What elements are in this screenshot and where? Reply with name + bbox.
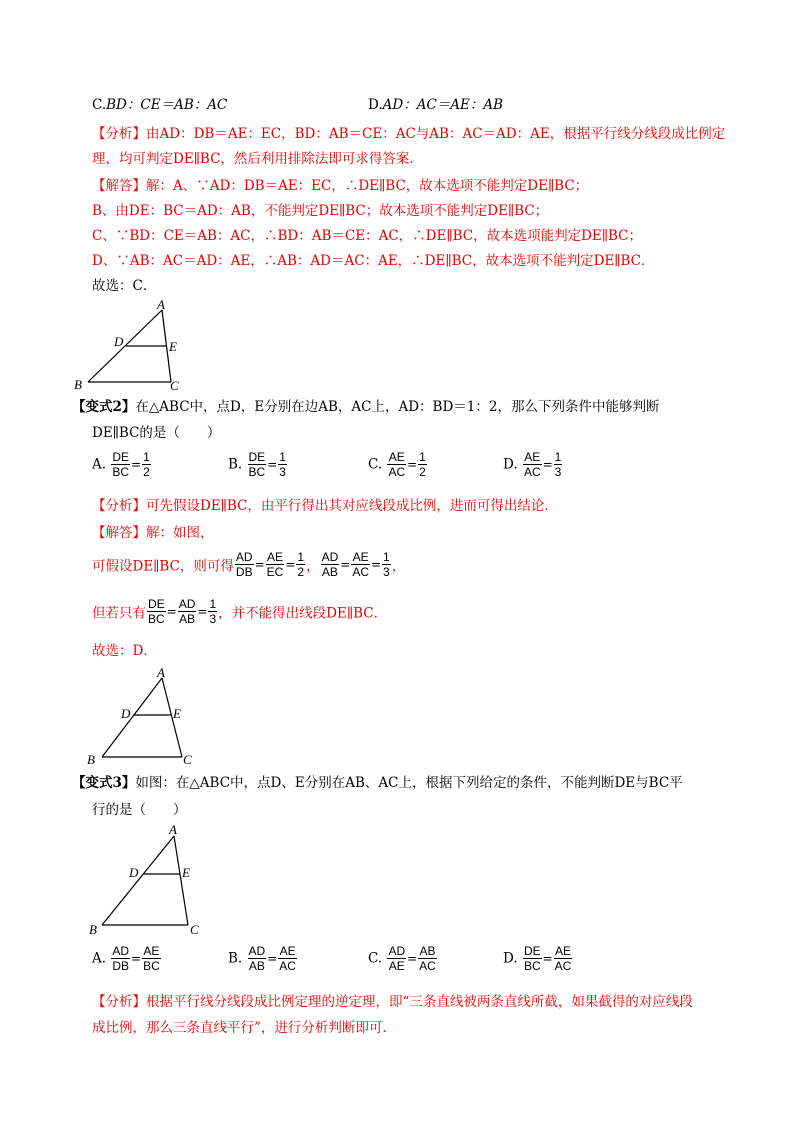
variant3-option-d: D. $\frac{DE}{BC}$ = $\frac{AE}{AC}$ xyxy=(503,944,572,973)
triangle-figure-2 xyxy=(85,664,210,769)
label-d: D xyxy=(114,334,124,349)
answer-line-2: B、由DE：BC＝AD：AB，不能判定DE∥BC；故本选项不能判定DE∥BC； xyxy=(92,203,549,219)
option-d: D.AD：AC＝AE：AB xyxy=(368,97,504,113)
variant3-stem-line-1: 【变式3】如图：在△ABC中，点D、E分别在AB、AC上，根据下列给定的条件，不能判断DE与BC平 xyxy=(72,775,683,791)
variant2-option-b: B. $\frac{DE}{BC}$ = $\frac{1}{3}$ xyxy=(228,450,286,479)
variant2-answer-line-2: 但若只有 $\frac{DE}{BC}$ = $\frac{AD}{AB}$ = $\frac{1}{3}$ ，并不能得出线段DE∥BC． xyxy=(92,597,388,626)
variant2-analysis: 【分析】可先假设DE∥BC，由平行得出其对应线段成比例，进而可得出结论． xyxy=(92,498,558,514)
variant3-stem-line-2: 行的是（ ） xyxy=(92,802,187,818)
variant2-stem-line-1: 【变式2】在△ABC中，点D，E分别在边AB，AC上，AD：BD＝1：2，那么下列条件中能够判断 xyxy=(72,399,660,415)
variant3-option-b: B. $\frac{AD}{AB}$ = $\frac{AE}{AC}$ xyxy=(228,944,296,973)
label-d: D xyxy=(121,706,131,721)
variant3-analysis-line-2: 成比例，那么三条直线平行”，进行分析判断即可． xyxy=(92,1020,396,1036)
answer-line-1: 【解答】解：A、∵AD：DB＝AE：EC，∴DE∥BC，故本选项不能判定DE∥BC； xyxy=(92,178,589,194)
option-c: C.BD：CE＝AB：AC xyxy=(92,97,228,113)
variant2-option-a: A. $\frac{DE}{BC}$ = $\frac{1}{2}$ xyxy=(92,450,150,479)
variant3-option-c: C. $\frac{AD}{AE}$ = $\frac{AB}{AC}$ xyxy=(368,944,436,973)
label-e: E xyxy=(173,706,181,721)
variant2-option-c: C. $\frac{AE}{AC}$ = $\frac{1}{2}$ xyxy=(368,450,426,479)
variant3-analysis-line-1: 【分析】根据平行线分线段成比例定理的逆定理，即“三条直线被两条直线所截，如果截得的对应线段 xyxy=(92,994,693,1010)
analysis-line-2: 理，均可判定DE∥BC，然后利用排除法即可求得答案． xyxy=(92,151,423,167)
label-c: C xyxy=(190,922,199,937)
label-b: B xyxy=(74,377,82,392)
choose-line: 故选：C． xyxy=(92,278,157,294)
label-a: A xyxy=(157,665,165,680)
analysis-line-1: 【分析】由AD：DB＝AE：EC，BD：AB＝CE：AC与AB：AC＝AD：AE，根据平行线分线段成比例定 xyxy=(92,126,726,142)
label-d: D xyxy=(129,865,139,880)
variant2-option-d: D. $\frac{AE}{AC}$ = $\frac{1}{3}$ xyxy=(503,450,562,479)
label-e: E xyxy=(169,339,177,354)
answer-line-3: C、∵BD：CE＝AB：AC，∴BD：AB＝CE：AC，∴DE∥BC，故本选项能判定DE∥BC； xyxy=(92,228,643,244)
label-a: A xyxy=(169,822,177,837)
label-a: A xyxy=(157,298,165,312)
answer-line-4: D、∵AB：AC＝AD：AE，∴AB：AD＝AC：AE，∴DE∥BC，故本选项不能判定DE∥BC． xyxy=(92,253,655,269)
triangle-figure-3 xyxy=(85,818,210,938)
variant3-option-a: A. $\frac{AD}{DB}$ = $\frac{AE}{BC}$ xyxy=(92,944,160,973)
label-b: B xyxy=(89,922,97,937)
variant2-choose: 故选：D． xyxy=(92,643,157,659)
label-c: C xyxy=(170,378,179,393)
variant2-answer-head: 【解答】解：如图， xyxy=(92,525,214,541)
label-e: E xyxy=(182,865,190,880)
label-b: B xyxy=(87,752,95,767)
triangle-figure-1 xyxy=(70,298,200,393)
variant2-answer-line-1: 可假设DE∥BC，则可得 $\frac{AD}{DB}$ = $\frac{AE}{EC}$ = $\frac{1}{2}$ ， $\frac{AD}{AB}$ = $\frac{AE}{AC}$ = $\frac{1}{3}$ ， xyxy=(92,550,406,579)
label-c: C xyxy=(183,752,192,767)
variant2-stem-line-2: DE∥BC的是（ ） xyxy=(92,425,221,441)
